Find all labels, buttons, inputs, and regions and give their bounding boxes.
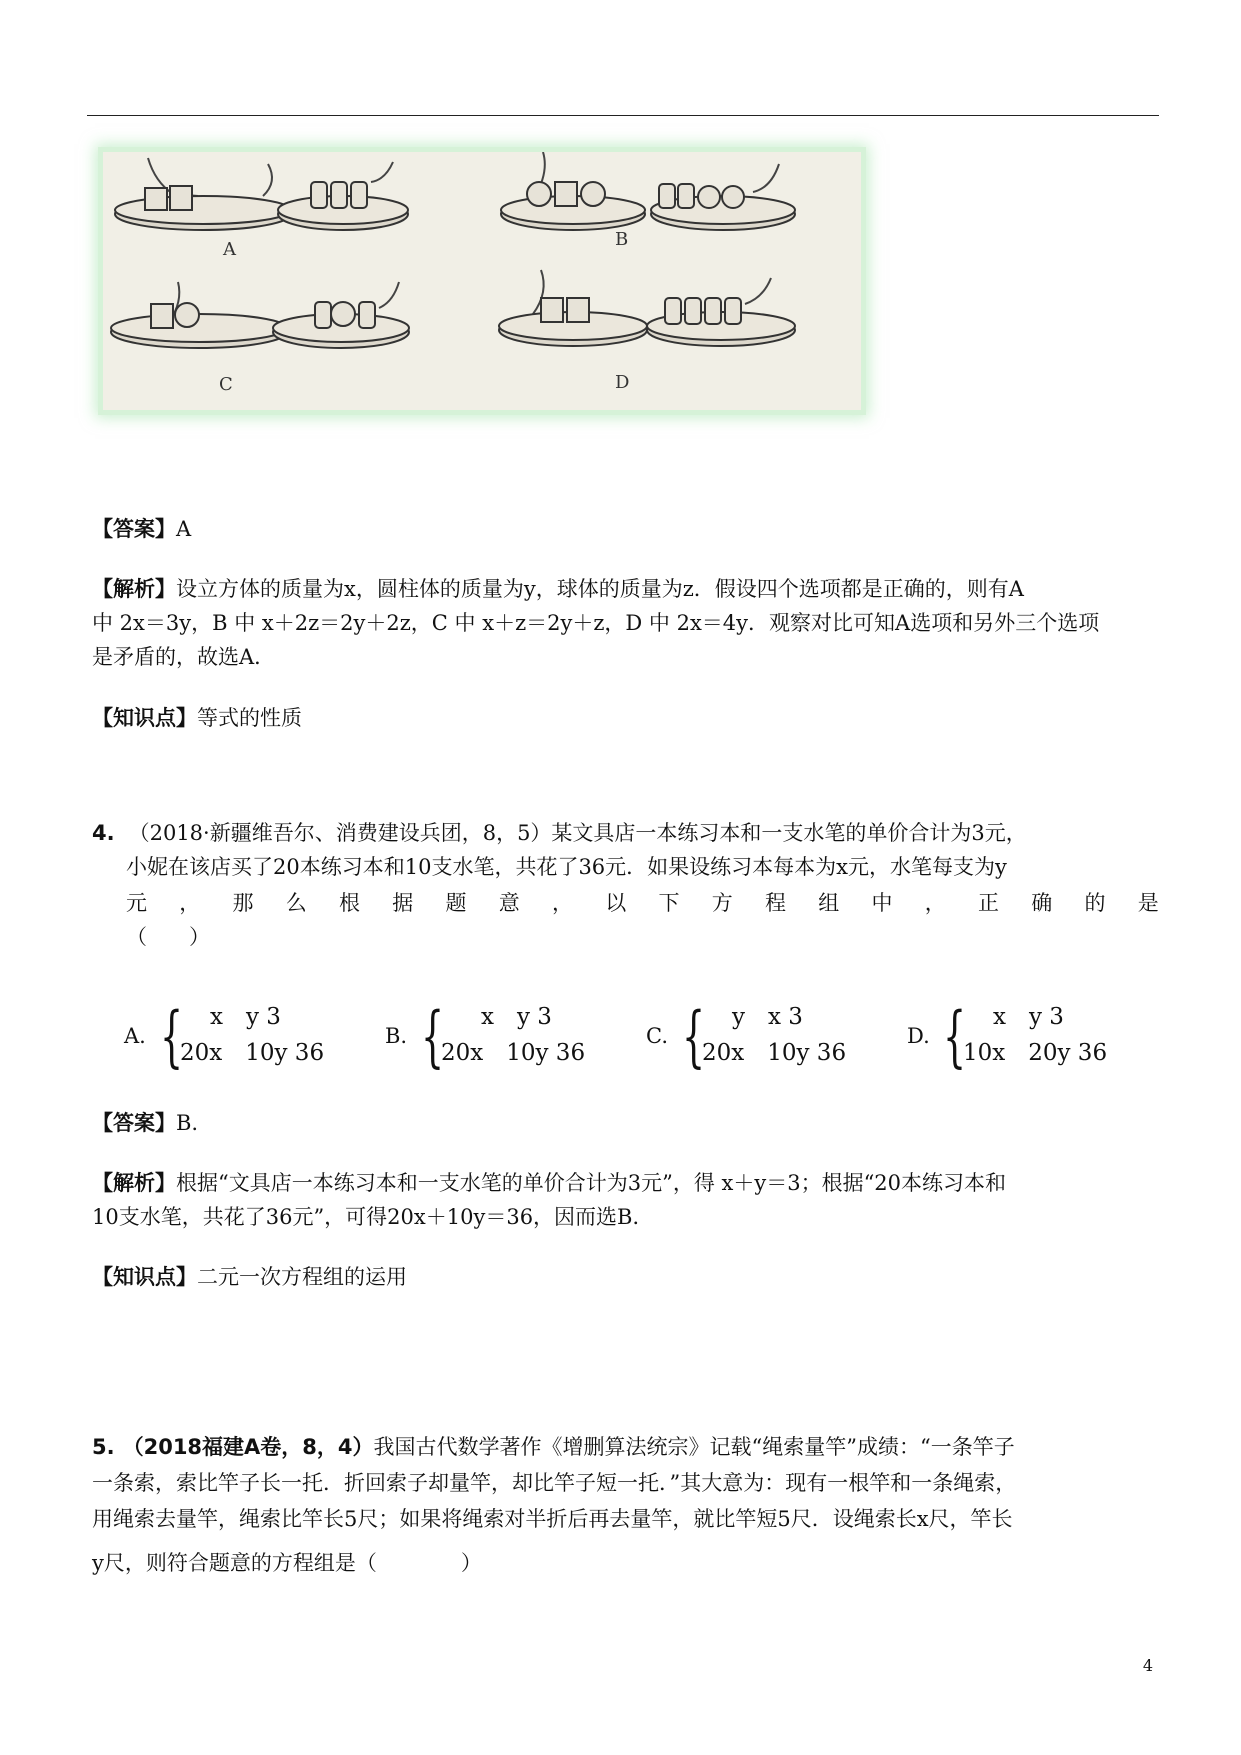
q3-answer [92,514,191,544]
answer-tag: 【答案】 [92,517,176,541]
equation-2: 20x 10y 36 [702,1040,847,1066]
knowledge-text: 二元一次方程组的运用 [197,1265,407,1289]
word: 的 [1084,891,1106,915]
equation-1: x y 3 [481,1004,552,1030]
word: 那 [232,891,254,915]
figure-label-c: C [219,374,233,395]
analysis-text: 设立方体的质量为x，圆柱体的质量为y，球体的质量为z．假设四个选项都是正确的，则有A [176,577,1024,601]
figure-label-d: D [615,372,630,393]
word: 确 [1031,891,1053,915]
analysis-text: 根据“文具店一本练习本和一支水笔的单价合计为3元”，得 x＋y＝3；根据“20本练习本和 [176,1171,1007,1195]
word: ， [924,891,946,915]
page-number: 4 [1142,1656,1153,1675]
word: 方 [711,891,733,915]
knowledge-tag: 【知识点】 [92,1265,197,1289]
q4-line-3 [126,888,1159,918]
q4-line-1 [92,818,1027,848]
word: 么 [285,891,307,915]
q4-line-4: （ ） [126,925,210,949]
equation-2: 10x 20y 36 [963,1040,1108,1066]
q4-line-2: 小妮在该店买了20本练习本和10支水笔，共花了36元．如果设练习本每本为x元，水笔每支为y [126,855,1007,879]
balance-scales-illustration [103,152,861,410]
q4-stem-1: （2018·新疆维吾尔、消费建设兵团，8，5）某文具店一本练习本和一支水笔的单价合计为3元， [128,821,1027,845]
q4-answer [92,1108,198,1138]
word: 题 [445,891,467,915]
word: 元 [126,891,147,915]
option-label: B. [385,1024,408,1048]
equation-1: x y 3 [993,1004,1064,1030]
word: 正 [978,891,999,915]
answer-value: B. [176,1111,199,1135]
figure-label-b: B [615,229,629,250]
analysis-tag: 【解析】 [92,577,176,601]
q5-line-3: 用绳索去量竿，绳索比竿长5尺；如果将绳索对半折后再去量竿，就比竿短5尺．设绳索长x尺，竿长 [92,1507,1013,1531]
equation-1: y x 3 [732,1004,803,1030]
word: 以 [605,891,627,915]
q5-line-4: y尺，则符合题意的方程组是（ ） [92,1551,482,1575]
q5-source: （2018福建A卷，8，4） [122,1435,374,1459]
balance-figure [103,152,861,410]
word: 中 [871,891,893,915]
option-label: D. [907,1024,930,1048]
word: ， [552,891,573,915]
knowledge-text: 等式的性质 [197,706,302,730]
q3-knowledge-point [92,703,302,733]
question-number: 5. [92,1435,115,1459]
q4-analysis-line-2: 10支水笔，共花了36元”，可得20x＋10y＝36，因而选B． [92,1205,654,1229]
brace-icon: { [160,998,184,1075]
equation-1: x y 3 [210,1004,281,1030]
q4-analysis-line-1 [92,1168,1006,1198]
word: 组 [818,891,840,915]
figure-label-a: A [223,239,236,260]
word: 据 [392,891,414,915]
question-number: 4. [92,821,115,845]
q5-line-2: 一条索，索比竿子长一托．折回索子却量竿，却比竿子短一托．”其大意为：现有一根竿和一条绳索， [92,1471,1017,1495]
word: 意 [498,891,520,915]
header-rule [87,115,1159,116]
equation-2: 20x 10y 36 [180,1040,325,1066]
q5-line-1 [92,1432,1015,1462]
brace-icon: { [943,998,967,1075]
answer-tag: 【答案】 [92,1111,176,1135]
equation-2: 20x 10y 36 [441,1040,586,1066]
q3-analysis-line-2: 中 2x＝3y，B 中 x＋2z＝2y＋2z，C 中 x＋z＝2y＋z，D 中 2x＝4y．观察对比可知A选项和另外三个选项 [92,611,1100,635]
brace-icon: { [421,998,445,1075]
q3-analysis-line-1 [92,574,1024,604]
word: 下 [658,891,680,915]
answer-value: A [176,517,192,541]
q5-stem-1: 我国古代数学著作《增删算法统宗》记载“绳索量竿”成绩：“一条竿子 [373,1435,1015,1459]
q3-analysis-line-3: 是矛盾的，故选A． [92,645,276,669]
brace-icon: { [682,998,706,1075]
knowledge-tag: 【知识点】 [92,706,197,730]
scale-d [499,270,795,393]
word: ， [179,891,201,915]
option-label: C. [646,1024,668,1048]
option-label: A. [124,1024,146,1048]
scale-b [501,152,795,250]
scale-a [115,158,408,260]
analysis-tag: 【解析】 [92,1171,176,1195]
word: 根 [339,891,360,915]
scale-c [111,282,409,395]
word: 程 [765,891,786,915]
word: 是 [1137,891,1159,915]
q4-knowledge-point [92,1262,407,1292]
